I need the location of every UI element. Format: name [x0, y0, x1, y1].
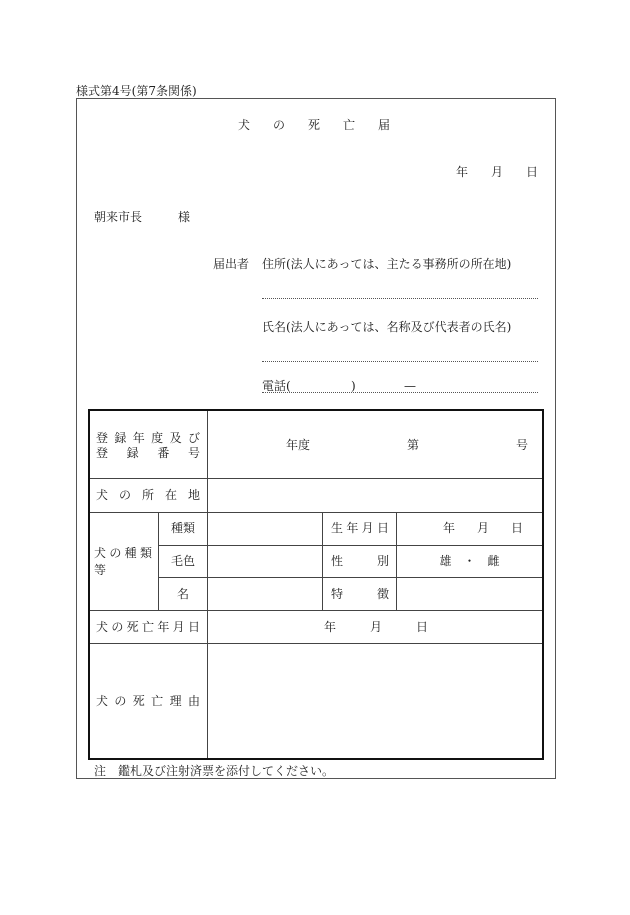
addressee-mayor: 朝来市長: [94, 210, 143, 224]
sex-value: 雄 ・ 雌: [439, 554, 500, 568]
month-label: 月: [476, 521, 489, 535]
birth-date-label: [331, 521, 389, 535]
title-char: 犬: [238, 118, 251, 132]
row-divider: [90, 478, 542, 479]
label-char: 登: [96, 431, 109, 445]
label-char: 犬: [96, 488, 109, 502]
label-char: 類: [139, 546, 152, 560]
label-char: 犬: [96, 694, 109, 708]
dog-name-label: 名: [176, 587, 189, 601]
registration-dai: 第: [407, 438, 420, 452]
label-char: 地: [187, 488, 200, 502]
label-char: の: [109, 546, 122, 560]
label-char: 亡: [151, 694, 164, 708]
phone-line[interactable]: [262, 392, 538, 393]
name-label: 氏名(法人にあっては、名称及び代表者の氏名): [262, 320, 512, 334]
title-char: 亡: [342, 118, 355, 132]
row-divider: [90, 643, 542, 644]
label-char: 年: [157, 620, 170, 634]
label-char: 別: [376, 554, 389, 568]
label-char: 日: [376, 521, 389, 535]
phone-label: 電話(: [262, 379, 291, 393]
label-char: 生: [331, 521, 344, 535]
label-char: 度: [151, 431, 164, 445]
addressee-honorific: 様: [178, 210, 191, 224]
label-char: 番: [157, 446, 170, 460]
registration-nendo: 年度: [286, 438, 311, 452]
col-divider: [322, 512, 323, 610]
notifier-label: 届出者: [213, 257, 250, 271]
day-label: 日: [525, 165, 538, 179]
death-date-parts: [324, 620, 428, 634]
submission-date: [456, 165, 538, 179]
label-char: 死: [132, 694, 145, 708]
label-char: 日: [187, 620, 200, 634]
month-label: 月: [369, 620, 382, 634]
year-label: 年: [324, 620, 337, 634]
label-char: の: [111, 620, 124, 634]
label-char: の: [114, 694, 127, 708]
label-char: 年: [346, 521, 359, 535]
day-label: 日: [510, 521, 523, 535]
color-label: 毛色: [170, 554, 195, 568]
form-number: 様式第4号(第7条関係): [76, 84, 197, 98]
label-char: 特: [331, 587, 344, 601]
label-char: 録: [126, 446, 139, 460]
label-char: 月: [172, 620, 185, 634]
row-divider: [158, 545, 542, 546]
label-char: 号: [187, 446, 200, 460]
label-char: 在: [164, 488, 177, 502]
label-char: 性: [331, 554, 344, 568]
label-char: 種: [124, 546, 137, 560]
label-char: 所: [141, 488, 154, 502]
month-label: 月: [490, 165, 503, 179]
day-label: 日: [415, 620, 428, 634]
birth-date-parts: [443, 521, 523, 535]
label-char: 由: [187, 694, 200, 708]
sex-label: [331, 554, 389, 568]
death-date-label: [96, 620, 200, 634]
death-reason-label: [96, 694, 200, 708]
address-label: 住所(法人にあっては、主たる事務所の所在地): [262, 257, 512, 271]
label-char: 徴: [376, 587, 389, 601]
registration-label-line2: [96, 446, 200, 460]
registration-label-line1: [96, 431, 200, 445]
label-char: 犬: [96, 620, 109, 634]
label-char: 及: [169, 431, 182, 445]
feature-label: [331, 587, 389, 601]
label-char: 月: [361, 521, 374, 535]
year-label: 年: [443, 521, 456, 535]
label-char: の: [118, 488, 131, 502]
breed-group-label-line2: 等: [94, 563, 107, 577]
col-divider: [207, 411, 208, 758]
row-divider: [90, 610, 542, 611]
label-char: 録: [114, 431, 127, 445]
label-char: び: [187, 431, 200, 445]
label-char: 理: [169, 694, 182, 708]
title-char: 死: [307, 118, 320, 132]
phone-dash: —: [404, 379, 416, 393]
label-char: 死: [126, 620, 139, 634]
location-label: [96, 488, 200, 502]
kind-label: 種類: [170, 521, 195, 535]
phone-paren-close: ): [351, 379, 356, 393]
row-divider: [158, 577, 542, 578]
registration-go: 号: [516, 438, 529, 452]
title-char: の: [272, 118, 285, 132]
breed-group-label-line1: [94, 546, 152, 560]
year-label: 年: [456, 165, 469, 179]
label-char: 登: [96, 446, 109, 460]
name-line[interactable]: [262, 361, 538, 362]
label-char: 年: [132, 431, 145, 445]
label-char: 犬: [94, 546, 107, 560]
attachment-note: 注 鑑札及び注射済票を添付してください。: [94, 764, 335, 778]
title-char: 届: [377, 118, 390, 132]
address-line[interactable]: [262, 298, 538, 299]
label-char: 亡: [141, 620, 154, 634]
form-title: [238, 118, 390, 132]
